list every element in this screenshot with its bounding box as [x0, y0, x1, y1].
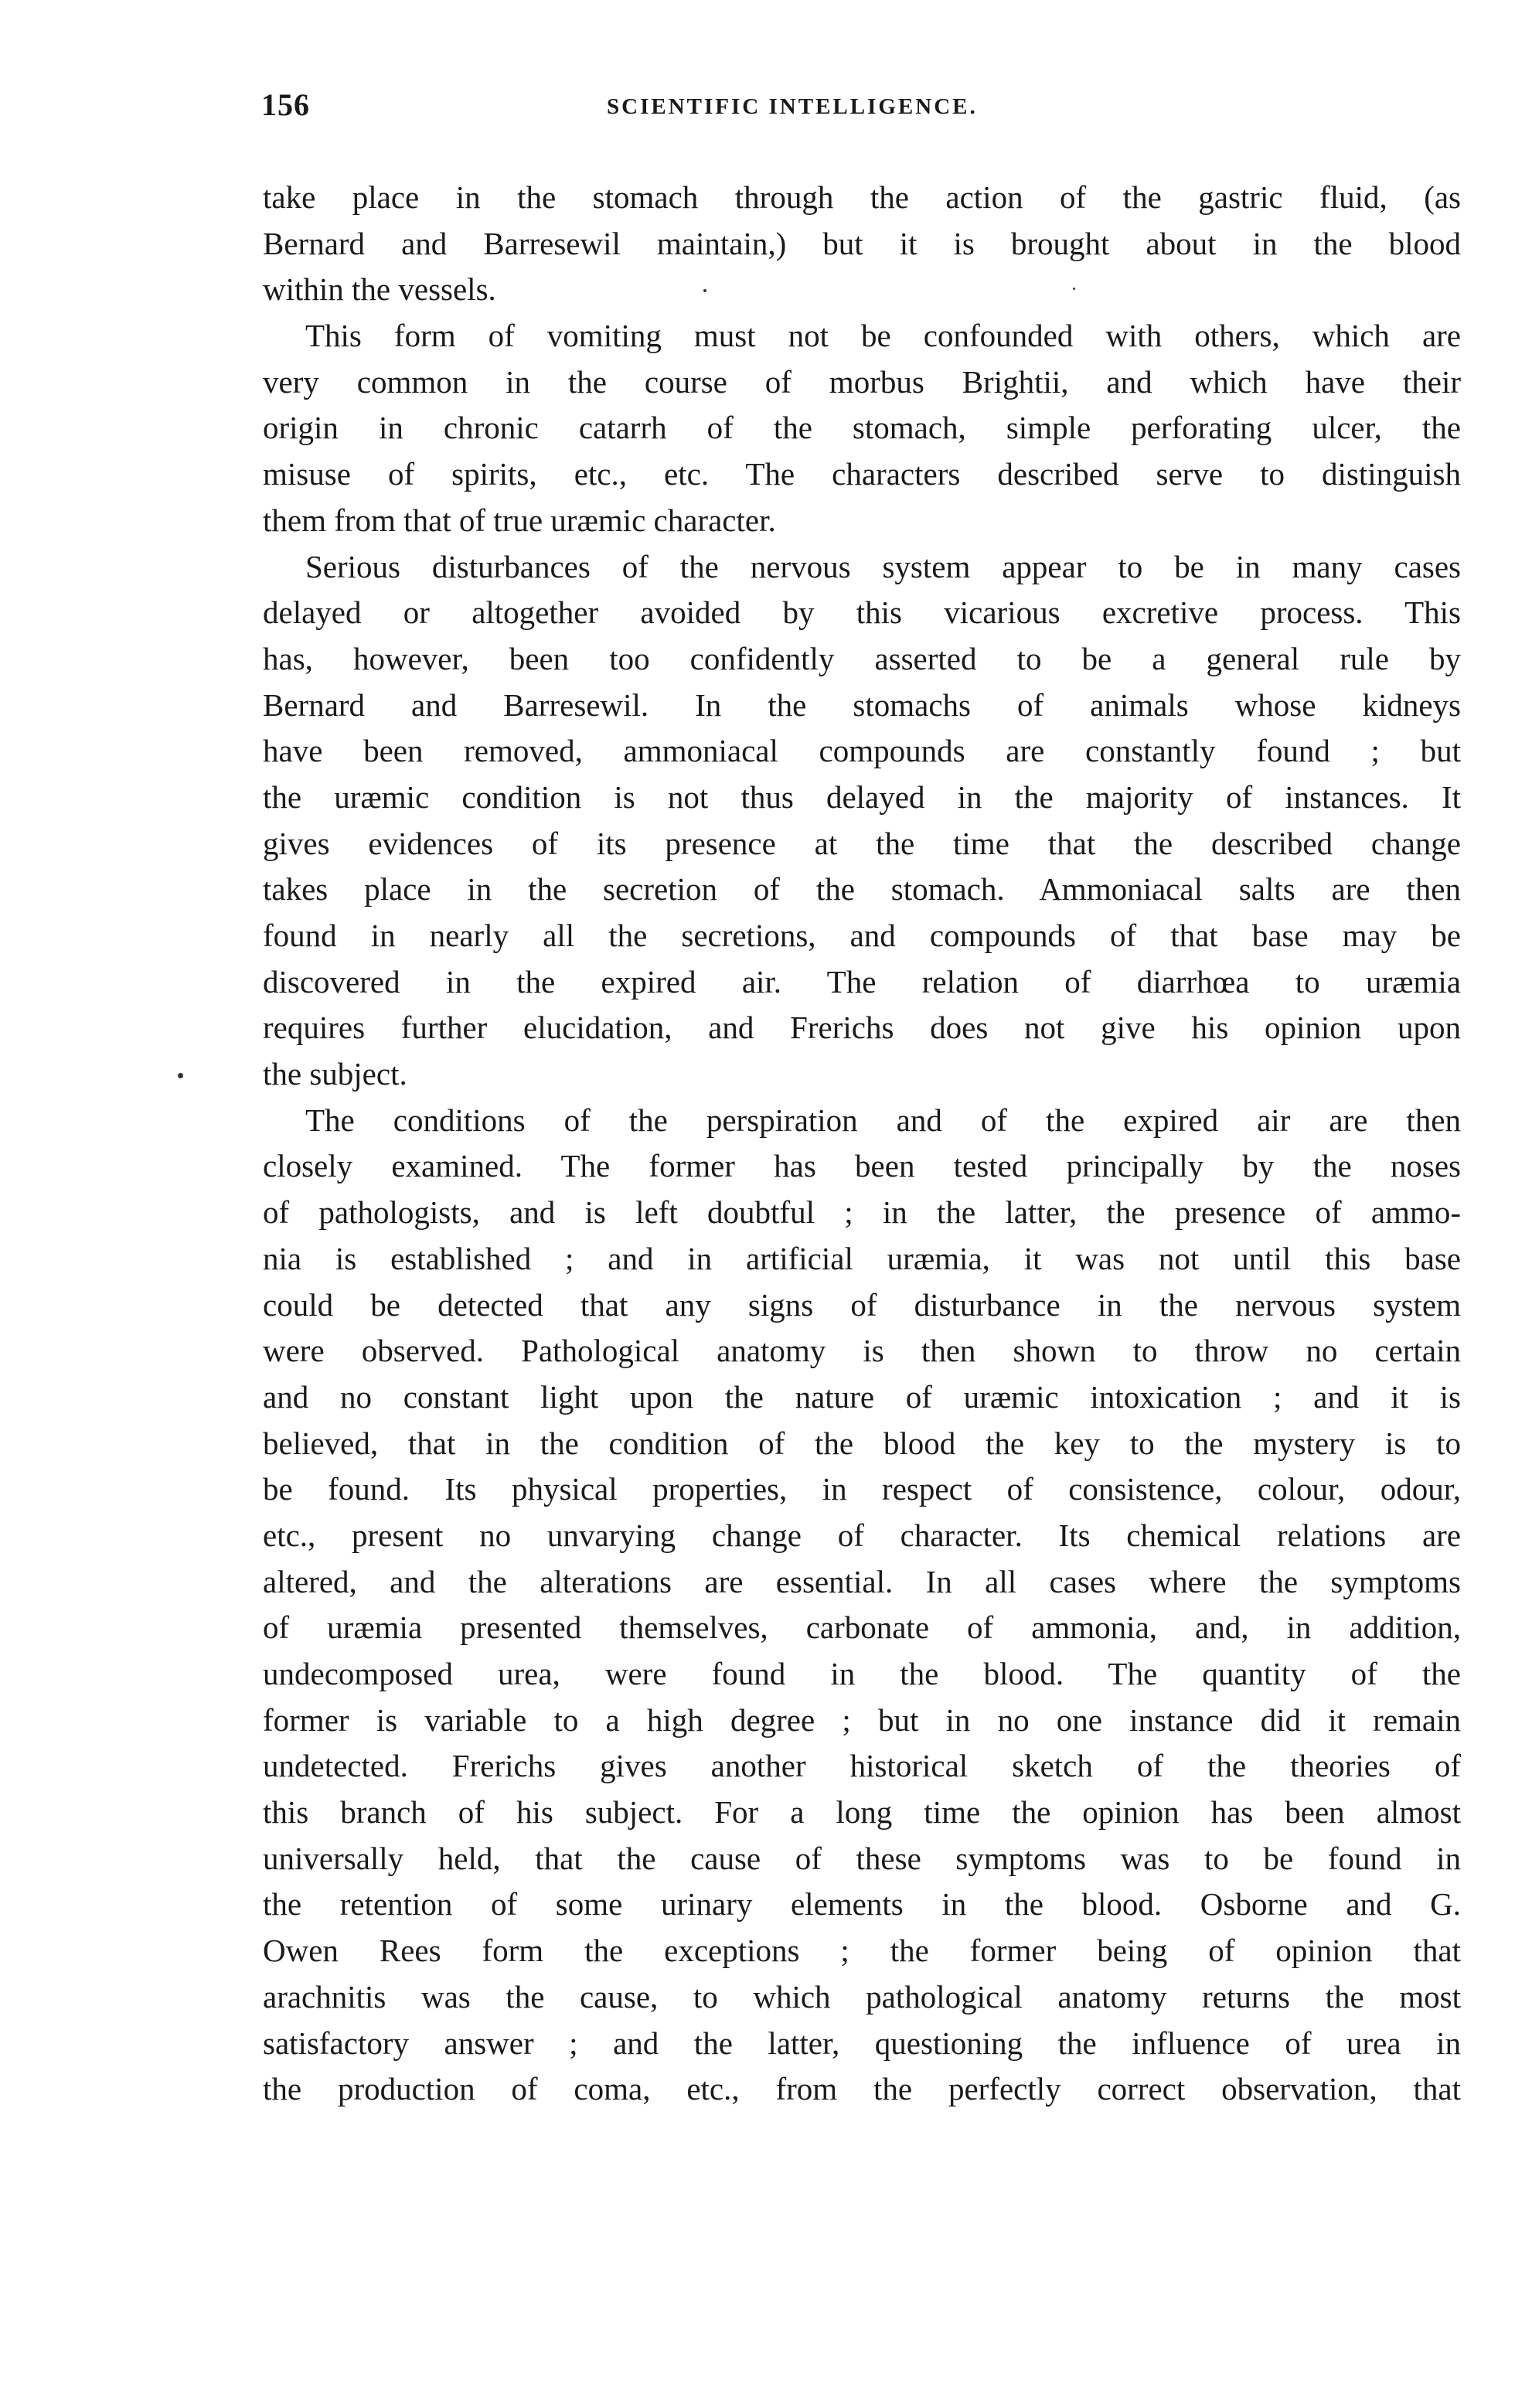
text-line: This form of vomiting must not be confounded with others, which are	[305, 318, 1461, 354]
text-line: gives evidences of its presence at the time that the described change	[263, 825, 1461, 861]
text-line: the production of coma, etc., from the perfectly correct observation, that	[263, 2071, 1461, 2107]
text-line: of uræmia presented themselves, carbonate of ammonia, and, in addition,	[263, 1609, 1461, 1646]
running-title: SCIENTIFIC INTELLIGENCE.	[607, 94, 978, 119]
text-line: and no constant light upon the nature of uræmic intoxication ; and it is	[263, 1378, 1461, 1415]
text-line: has, however, been too confidently asserted to be a general rule by	[263, 640, 1461, 676]
text-line: satisfactory answer ; and the latter, questioning the influence of urea in	[263, 2025, 1461, 2061]
text-line: requires further elucidation, and Frerichs does not give his opinion upon	[263, 1010, 1461, 1046]
text-line: found in nearly all the secretions, and compounds of that base may be	[263, 918, 1461, 953]
text-line: universally held, that the cause of these symptoms was to be found in	[263, 1840, 1461, 1876]
text-line: takes place in the secretion of the stomach. Ammoniacal salts are then	[263, 871, 1461, 908]
print-speck	[178, 1073, 183, 1078]
page-number: 156	[261, 87, 310, 122]
text-line: discovered in the expired air. The relation of diarrhœa to uræmia	[263, 963, 1461, 1000]
text-line: nia is established ; and in artificial uræmia, it was not until this base	[263, 1240, 1461, 1276]
text-line: have been removed, ammoniacal compounds are constantly found ; but	[263, 733, 1461, 769]
print-speck	[1073, 288, 1075, 290]
text-line: were observed. Pathological anatomy is then shown to throw no certain	[263, 1333, 1461, 1369]
body-text	[263, 175, 1461, 2113]
text-line: etc., present no unvarying change of character. Its chemical relations are	[263, 1517, 1461, 1553]
text-line: believed, that in the condition of the blood the key to the mystery is to	[263, 1425, 1461, 1461]
text-line: undetected. Frerichs gives another historical sketch of the theories of	[263, 1748, 1461, 1784]
text-line: be found. Its physical properties, in respect of consistence, colour, odour,	[263, 1471, 1461, 1507]
running-head	[261, 87, 1498, 133]
print-speck	[703, 289, 706, 292]
text-line: within the vessels.	[263, 271, 496, 308]
text-line: this branch of his subject. For a long time the opinion has been almost	[263, 1794, 1461, 1831]
text-line: the subject.	[263, 1056, 407, 1092]
text-line: former is variable to a high degree ; but in no one instance did it remain	[263, 1701, 1461, 1738]
text-line: take place in the stomach through the action of the gastric fluid, (as	[263, 179, 1461, 215]
text-line: origin in chronic catarrh of the stomach, simple perforating ulcer, the	[263, 410, 1461, 446]
text-line: Serious disturbances of the nervous system appear to be in many cases	[305, 548, 1461, 584]
text-line: altered, and the alterations are essential. In all cases where the symptoms	[263, 1563, 1461, 1599]
text-line: the uræmic condition is not thus delayed in the majority of instances. It	[263, 778, 1461, 815]
text-line: very common in the course of morbus Brightii, and which have their	[263, 363, 1461, 400]
text-line: arachnitis was the cause, to which pathological anatomy returns the most	[263, 1978, 1461, 2015]
text-line: them from that of true uræmic character.	[263, 502, 776, 538]
text-line: delayed or altogether avoided by this vicarious excretive process. This	[263, 594, 1461, 631]
text-line: undecomposed urea, were found in the blood. The quantity of the	[263, 1656, 1461, 1691]
text-line: Bernard and Barresewil maintain,) but it is brought about in the blood	[263, 225, 1461, 261]
text-line: misuse of spirits, etc., etc. The characters described serve to distinguish	[263, 456, 1461, 492]
text-line: Owen Rees form the exceptions ; the former being of opinion that	[263, 1933, 1461, 1969]
text-line: could be detected that any signs of disturbance in the nervous system	[263, 1286, 1461, 1323]
text-line: the retention of some urinary elements in the blood. Osborne and G.	[263, 1886, 1461, 1923]
text-line: of pathologists, and is left doubtful ; in the latter, the presence of ammo-	[263, 1194, 1461, 1231]
text-line: The conditions of the perspiration and of the expired air are then	[305, 1102, 1461, 1138]
text-line: closely examined. The former has been tested principally by the noses	[263, 1148, 1461, 1184]
text-line: Bernard and Barresewil. In the stomachs of animals whose kidneys	[263, 686, 1461, 723]
